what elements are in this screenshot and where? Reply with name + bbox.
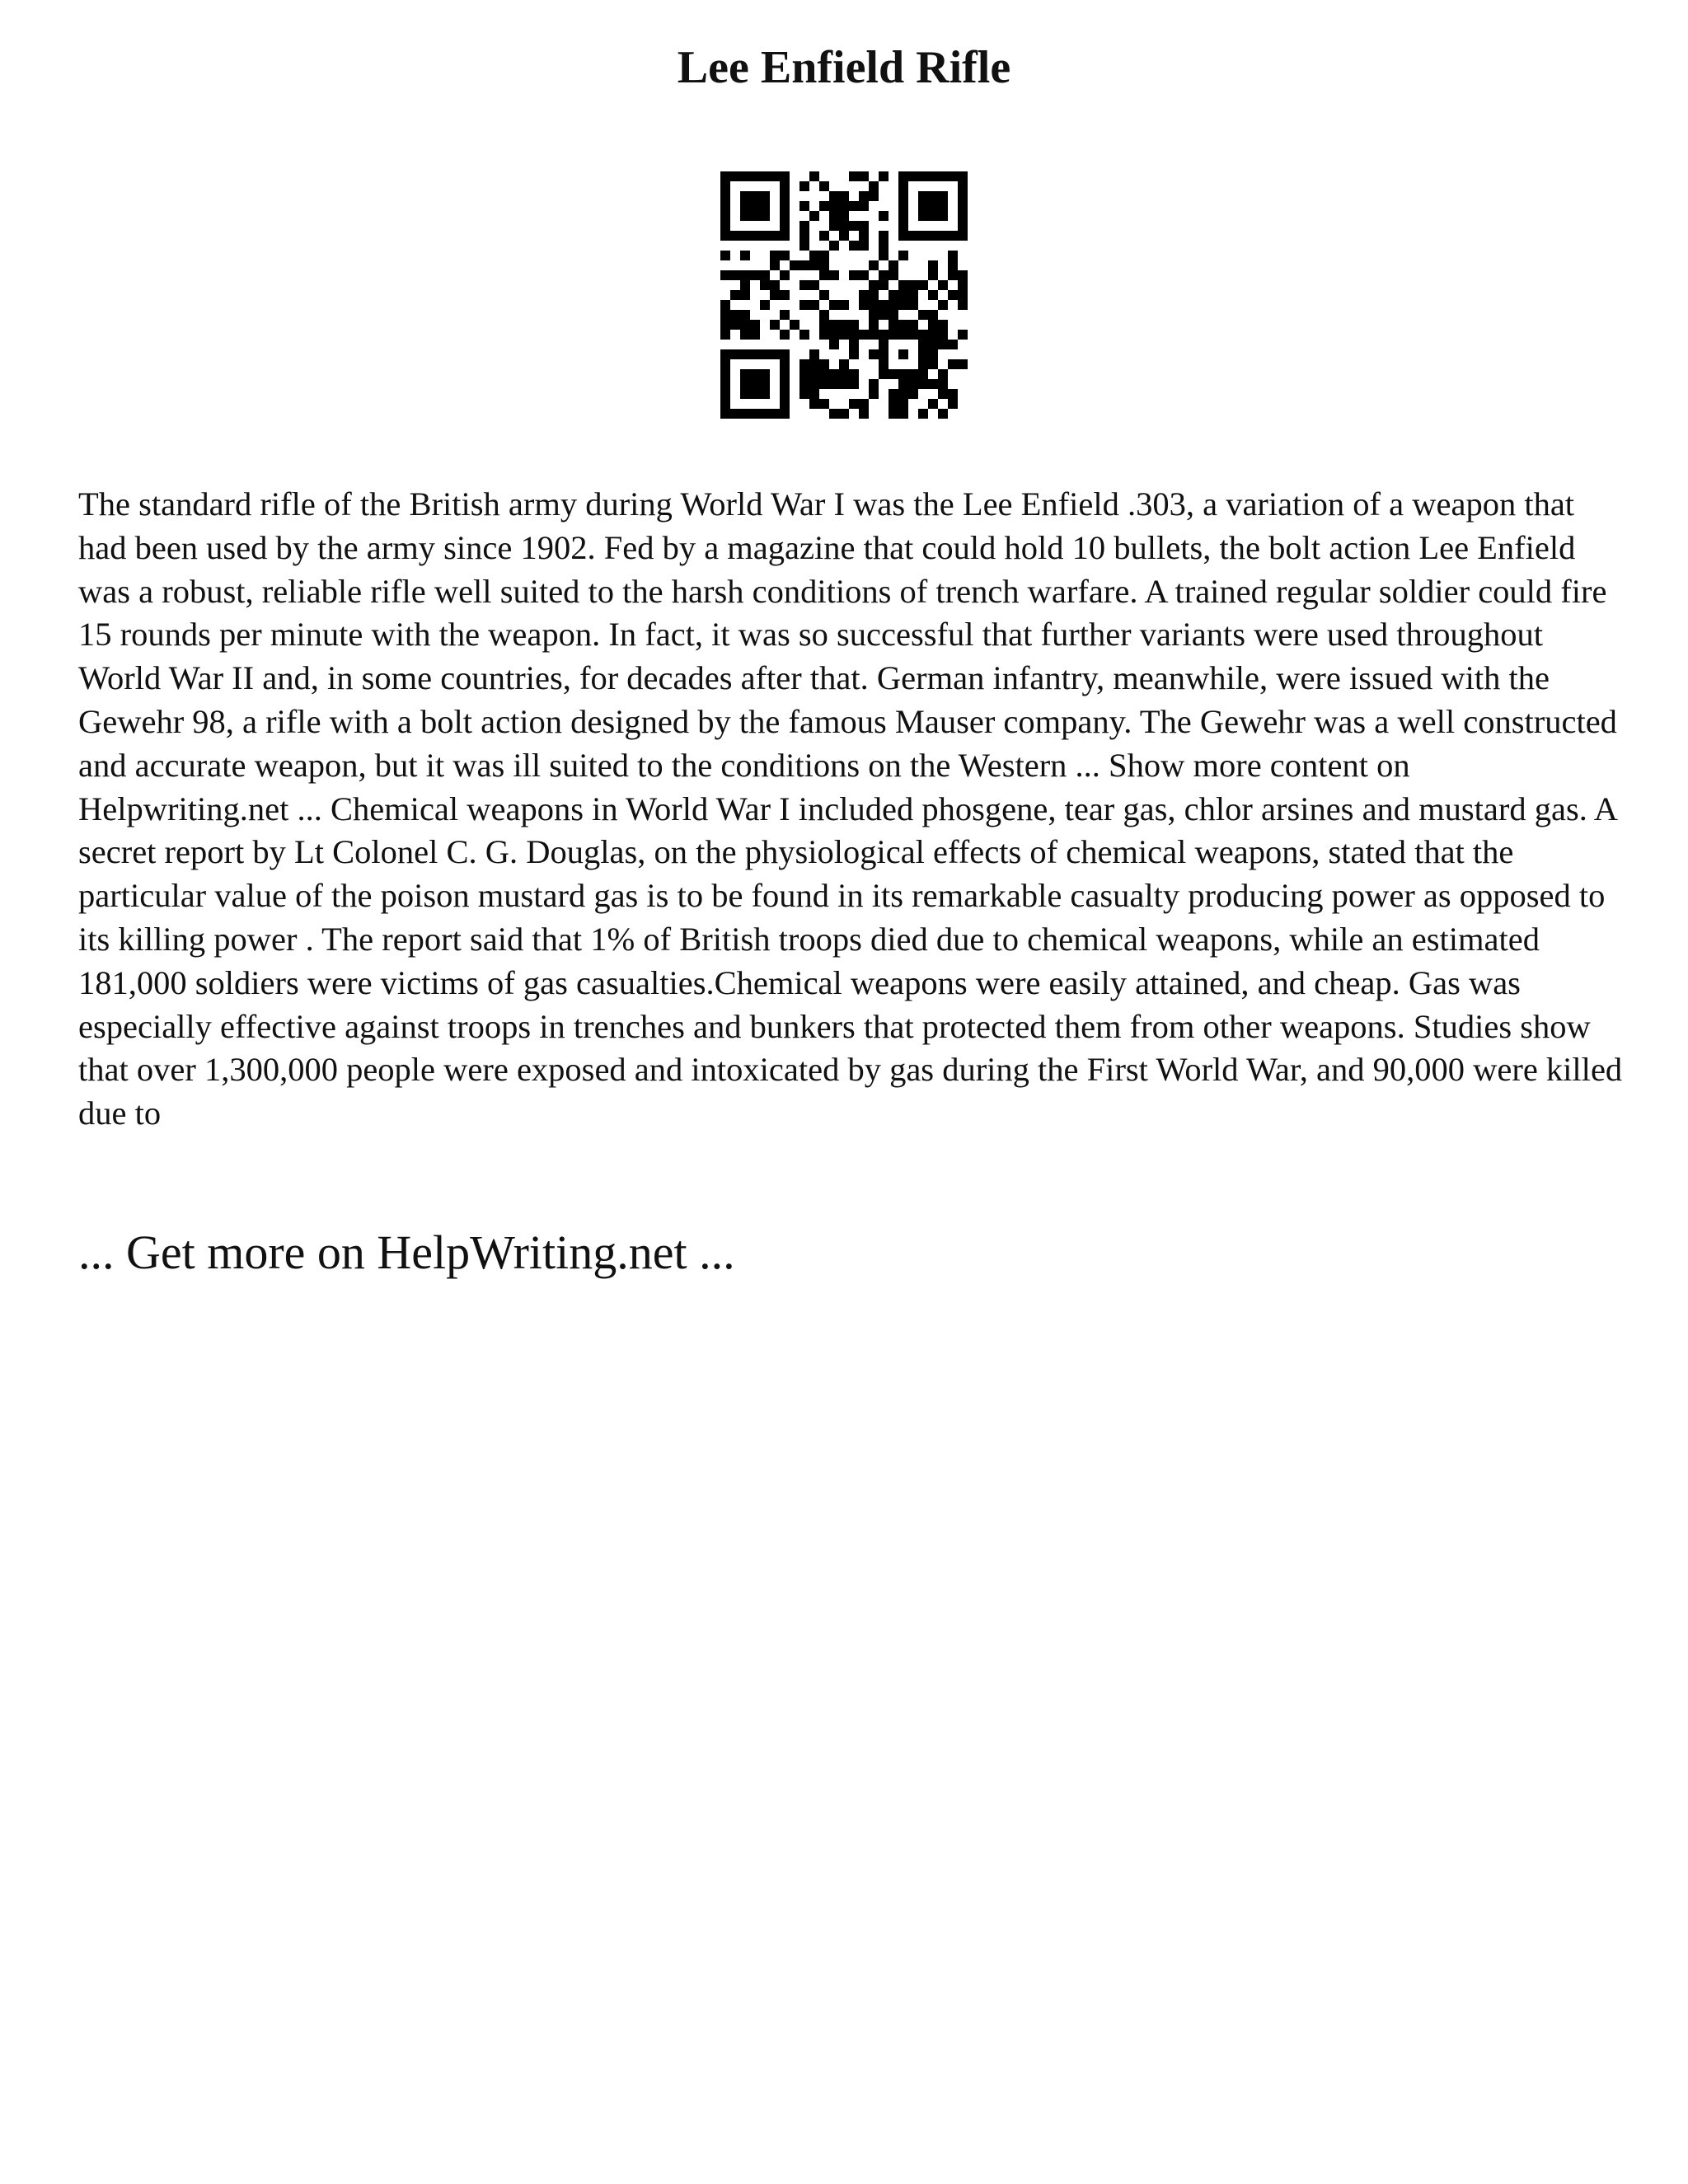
qr-code-icon[interactable] [720, 171, 968, 419]
article-body: The standard rifle of the British army during World War I was the Lee Enfield .303, a variation of a weapon that had been used by the army since 1902. Fed by a magazine that could hold 10 bullets, the bolt action Lee Enfield was a robust, reliable rifle well suited to the harsh conditions of trench warfare. A trained regular soldier could fire 15 rounds per minute with the weapon. In fact, it was so successful that further variants were used throughout World War II and, in some countries, for decades after that. German infantry, meanwhile, were issued with the Gewehr 98, a rifle with a bolt action designed by the famous Mauser company. The Gewehr was a well constructed and accurate weapon, but it was ill suited to the conditions on the Western ... Show more content on Helpwriting.net ... Chemical weapons in World War I included phosgene, tear gas, chlor arsines and mustard gas. A secret report by Lt Colonel C. G. Douglas, on the physiological effects of chemical weapons, stated that the particular value of the poison mustard gas is to be found in its remarkable casualty producing power as opposed to its killing power . The report said that 1% of British troops died due to chemical weapons, while an estimated 181,000 soldiers were victims of gas casualties.Chemical weapons were easily attained, and cheap. Gas was especially effective against troops in trenches and bunkers that protected them from other weapons. Studies show that over 1,300,000 people were exposed and intoxicated by gas during the First World War, and 90,000 were killed due to [78, 485, 1623, 1132]
document-title: Lee Enfield Rifle [677, 42, 1011, 93]
get-more-link[interactable]: ... Get more on HelpWriting.net ... [78, 1226, 735, 1279]
